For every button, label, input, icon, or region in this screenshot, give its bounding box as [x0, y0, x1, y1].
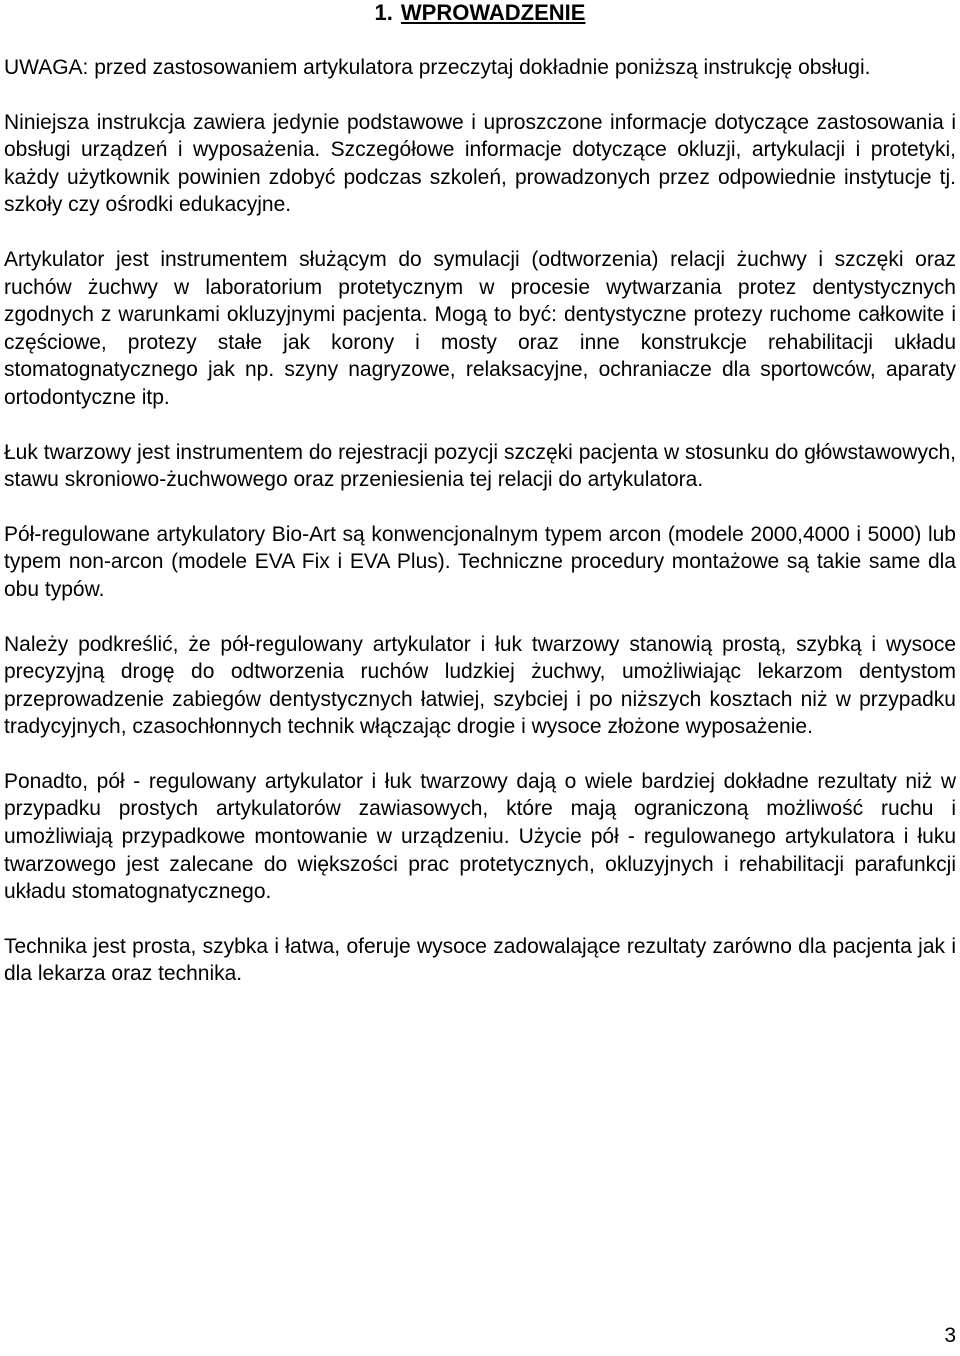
- paragraph-accuracy: Ponadto, pół - regulowany artykulator i łuk twarzowy dają o wiele bardziej dokładne rezultaty niż w przypadku prostych artykulatorów zawiasowych, które mają ograniczoną możliwość ruchu i umożliwiają przypadkowe montowanie w urządzeniu. Użycie pół - regulowanego artykulatora i łuku twarzowego jest zalecane do większości prac protetycznych, okluzyjnych i rehabilitacji parafunkcji układu stomatognatycznego.: [4, 769, 956, 904]
- section-heading: [0, 0, 960, 26]
- paragraph-articulator-definition: Artykulator jest instrumentem służącym do symulacji (odtworzenia) relacji żuchwy i szczęki oraz ruchów żuchwy w laboratorium protetycznym w procesie wytwarzania protez dentystycznych zgodnych z warunkami okluzyjnymi pacjenta. Mogą to być: dentystyczne protezy ruchome całkowite i częściowe, protezy stałe jak korony i mosty oraz inne konstrukcje rehabilitacji układu stomatognatycznego jak np. szyny nagryzowe, relaksacyjne, ochraniacze dla sportowców, aparaty ortodontyczne itp.: [4, 247, 956, 409]
- paragraph-bioart-models: Pół-regulowane artykulatory Bio-Art są konwencjonalnym typem arcon (modele 2000,4000 i 5000) lub typem non-arcon (modele EVA Fix i EVA Plus). Techniczne procedury montażowe są takie same dla obu typów.: [4, 522, 956, 601]
- paragraph-technique: Technika jest prosta, szybka i łatwa, oferuje wysoce zadowalające rezultaty zarówno dla pacjenta jak i dla lekarza oraz technika.: [4, 934, 956, 986]
- section-title: WPROWADZENIE: [400, 0, 586, 25]
- paragraph-facebow-definition: Łuk twarzowy jest instrumentem do rejestracji pozycji szczęki pacjenta w stosunku do główstawowych, stawu skroniowo-żuchwowego oraz przeniesienia tej relacji do artykulatora.: [4, 440, 956, 492]
- paragraph-scope: Niniejsza instrukcja zawiera jedynie podstawowe i uproszczone informacje dotyczące zastosowania i obsługi urządzeń i wyposażenia. Szczegółowe informacje dotyczące okluzji, artykulacji i protetyki, każdy użytkownik powinien zdobyć podczas szkoleń, prowadzonych przez odpowiednie instytucje tj. szkoły czy ośrodki edukacyjne.: [4, 110, 956, 217]
- section-number: 1.: [374, 0, 393, 25]
- paragraph-advantages: Należy podkreślić, że pół-regulowany artykulator i łuk twarzowy stanowią prostą, szybką i wysoce precyzyjną drogę do odtworzenia ruchów ludzkiej żuchwy, umożliwiając lekarzom dentystom przeprowadzenie zabiegów dentystycznych łatwiej, szybciej i po niższych kosztach niż w przypadku tradycyjnych, czasochłonnych technik włączając drogie i wysoce złożone wyposażenie.: [4, 632, 956, 739]
- document-body: [4, 54, 956, 1015]
- paragraph-warning: UWAGA: przed zastosowaniem artykulatora przeczytaj dokładnie poniższą instrukcję obsługi.: [4, 56, 871, 79]
- page-number: 3: [944, 1324, 956, 1347]
